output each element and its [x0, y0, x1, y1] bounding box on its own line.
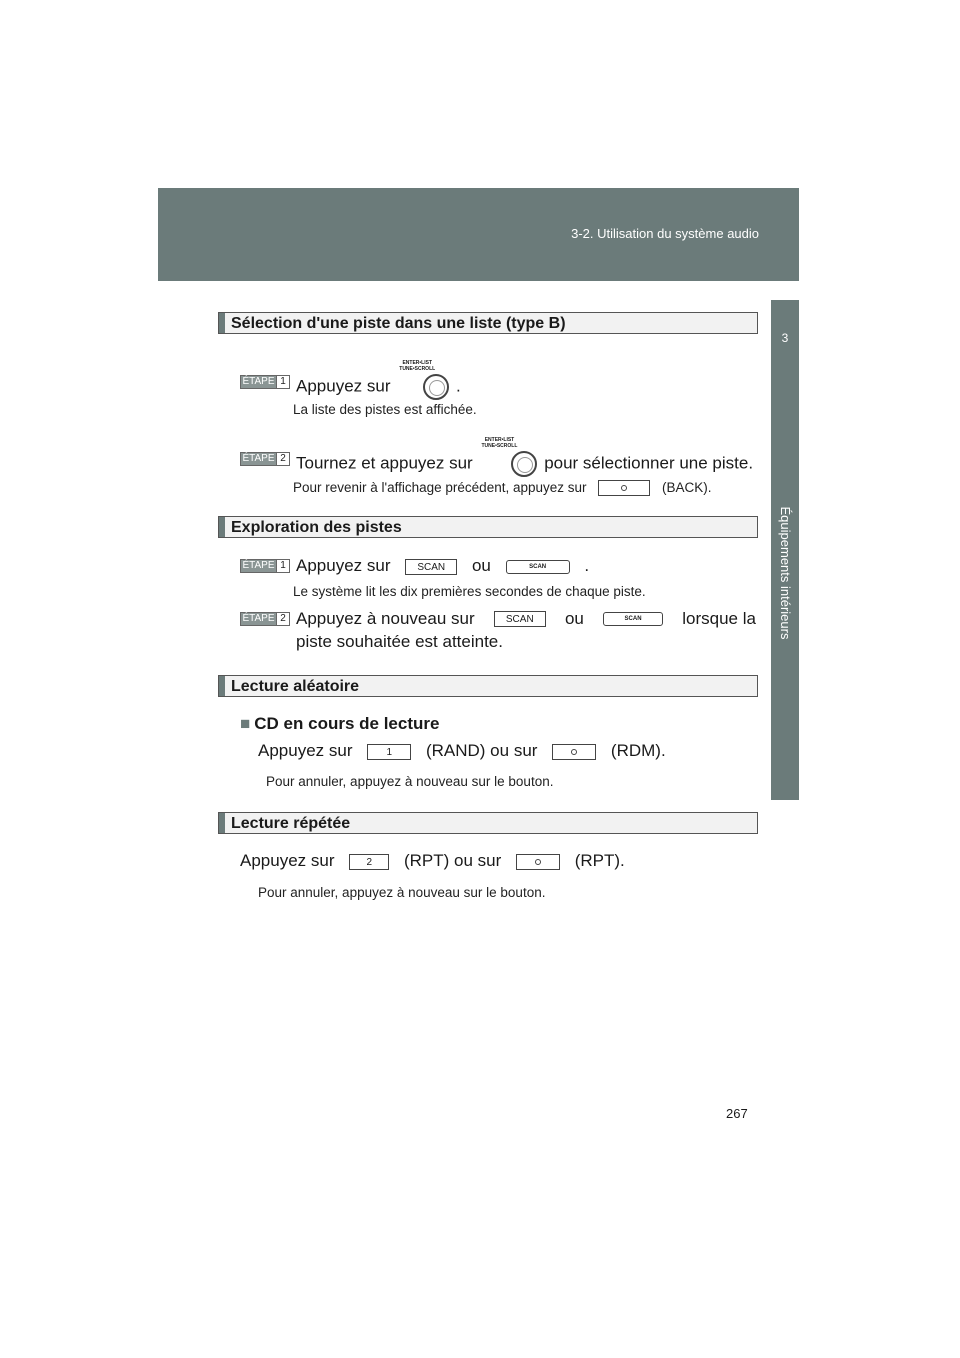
step-label: ÉTAPE [242, 560, 275, 571]
section-title-scan: Exploration des pistes [218, 516, 758, 538]
instruction-line [296, 609, 756, 629]
section-title-random: Lecture aléatoire [218, 675, 758, 697]
subheading [240, 714, 439, 734]
rdm-button-icon [552, 744, 596, 760]
step-badge [240, 612, 290, 626]
instruction-text: Tournez et appuyez sur [296, 453, 473, 473]
note-text: Pour revenir à l'affichage précédent, appuyez sur (BACK). [293, 480, 712, 495]
instruction-text: ou [564, 609, 584, 628]
instruction-text: Appuyez sur [296, 376, 391, 396]
knob-icon [395, 360, 451, 402]
step-number: 2 [276, 613, 289, 625]
instruction-text: (RPT) ou sur [403, 851, 502, 870]
instruction-line [258, 741, 666, 761]
step-badge [240, 559, 290, 573]
instruction-text: ou [471, 556, 491, 575]
scan-button-icon: SCAN [494, 611, 546, 627]
instruction-text: lorsque la [682, 609, 756, 628]
rpt-button-icon [516, 854, 560, 870]
page-number: 267 [726, 1106, 748, 1121]
note-text: La liste des pistes est affichée. [293, 402, 477, 417]
knob-caption: ENTER•LIST TUNE•SCROLL [481, 437, 518, 449]
side-tab-label: Équipements intérieurs [778, 506, 793, 640]
instruction-text: (RDM). [610, 741, 666, 760]
knob-icon [477, 437, 539, 479]
instruction-line [296, 360, 461, 402]
scan-button-icon: SCAN [405, 559, 457, 575]
step-number: 1 [276, 560, 289, 572]
note-text: Le système lit les dix premières secondes de chaque piste. [293, 584, 646, 599]
step-number: 2 [276, 453, 289, 465]
instruction-line [240, 851, 625, 871]
square-bullet-icon: ■ [240, 714, 251, 733]
step-label: ÉTAPE [242, 376, 275, 387]
side-tab-number: 3 [781, 331, 789, 345]
instruction-text: (RPT). [574, 851, 625, 870]
instruction-text: Appuyez sur [240, 851, 335, 870]
instruction-text: Appuyez sur [296, 556, 391, 575]
knob-caption: ENTER•LIST TUNE•SCROLL [399, 360, 436, 372]
step-number: 1 [276, 376, 289, 388]
instruction-line-continued: piste souhaitée est atteinte. [296, 632, 503, 651]
subheading-text: CD en cours de lecture [254, 714, 440, 733]
section-title-repeat: Lecture répétée [218, 812, 758, 834]
instruction-line [296, 437, 754, 479]
step-label: ÉTAPE [242, 613, 275, 624]
section-title-track-list: Sélection d'une piste dans une liste (type B) [218, 312, 758, 334]
instruction-text: Appuyez à nouveau sur [296, 609, 475, 628]
note-text: Pour annuler, appuyez à nouveau sur le bouton. [258, 885, 546, 900]
instruction-line [296, 556, 589, 576]
chapter-header [158, 188, 799, 281]
chapter-section-title: 3-2. Utilisation du système audio [571, 226, 759, 241]
note-text: Pour annuler, appuyez à nouveau sur le bouton. [266, 774, 554, 789]
instruction-text: Appuyez sur [258, 741, 353, 760]
instruction-text: . [455, 376, 461, 396]
step-badge [240, 452, 290, 466]
step-label: ÉTAPE [242, 453, 275, 464]
instruction-text: pour sélectionner une piste. [544, 453, 754, 473]
back-button-icon [598, 480, 650, 496]
instruction-text: . [584, 556, 590, 575]
step-badge [240, 375, 290, 389]
preset-2-button-icon: 2 [349, 854, 389, 870]
preset-1-button-icon: 1 [367, 744, 411, 760]
scan-button-wide-icon: SCAN [506, 560, 570, 574]
instruction-text: (RAND) ou sur [425, 741, 538, 760]
scan-button-wide-icon: SCAN [603, 612, 663, 626]
